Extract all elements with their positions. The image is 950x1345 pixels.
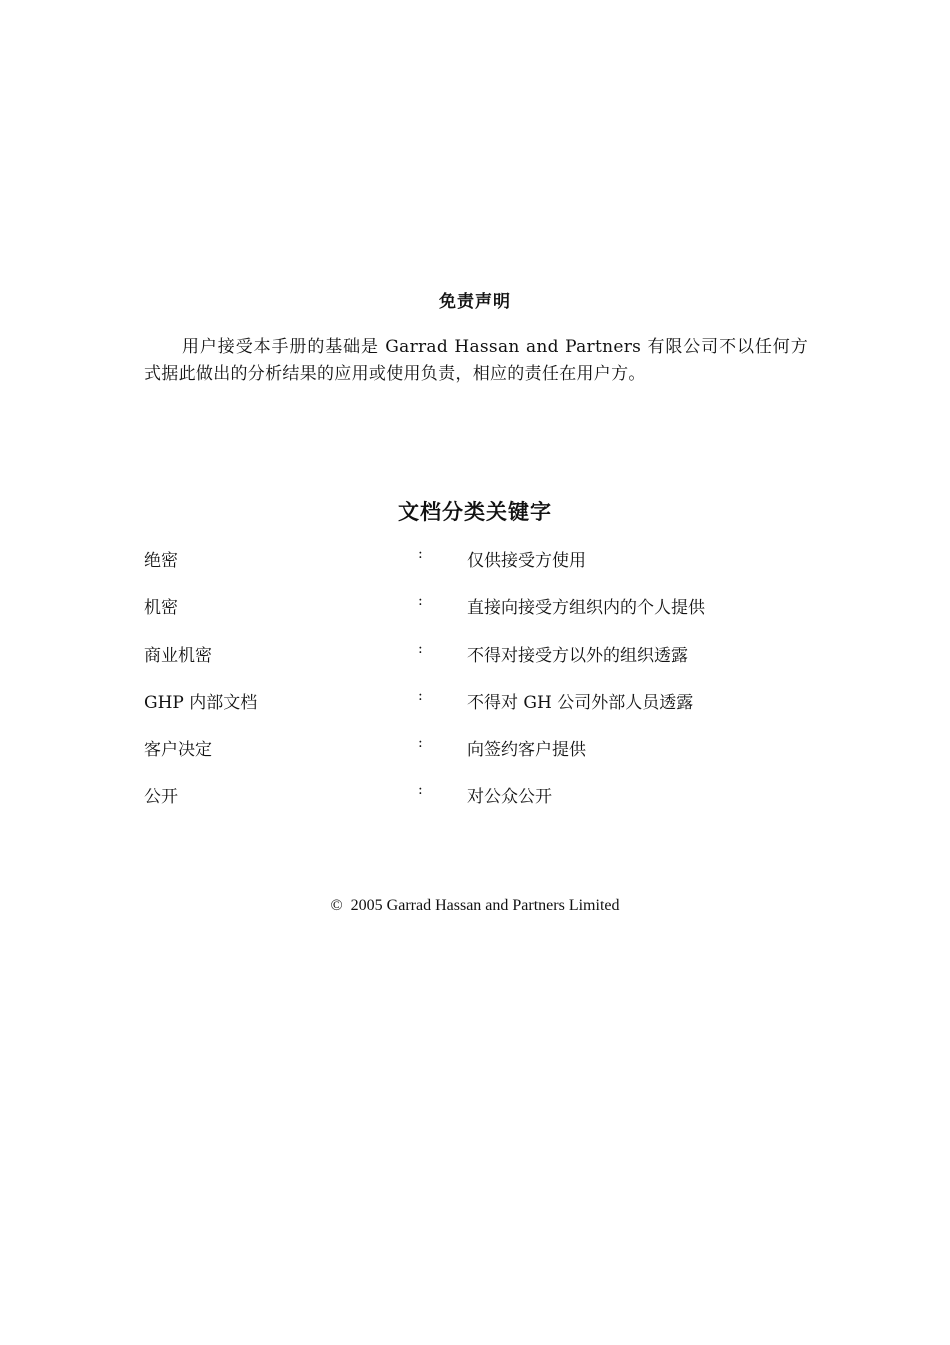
classification-table <box>144 542 844 826</box>
copyright-notice <box>0 897 950 915</box>
disclaimer-body: 用户接受本手册的基础是 Garrad Hassan and Partners 有限公司不以任何方式据此做出的分析结果的应用或使用负责，相应的责任在用户方。 <box>144 337 808 384</box>
classification-key: GHP 内部文档 <box>144 692 258 713</box>
copyright-icon: © <box>330 897 343 914</box>
classification-key: 客户决定 <box>144 740 212 761</box>
classification-separator: : <box>418 782 423 799</box>
classification-separator: : <box>418 593 423 610</box>
classification-desc: 对公众公开 <box>467 787 552 808</box>
classification-desc: 仅供接受方使用 <box>467 551 586 571</box>
classification-desc: 向签约客户提供 <box>467 740 586 761</box>
classification-separator: : <box>418 735 423 752</box>
classification-row <box>144 778 844 825</box>
classification-title: 文档分类关键字 <box>398 499 552 524</box>
classification-row <box>144 542 844 589</box>
classification-key: 机密 <box>144 598 178 619</box>
classification-row <box>144 731 844 778</box>
classification-desc: 直接向接受方组织内的个人提供 <box>467 598 705 619</box>
copyright-text: 2005 Garrad Hassan and Partners Limited <box>350 897 620 914</box>
classification-row <box>144 589 844 636</box>
classification-desc: 不得对接受方以外的组织透露 <box>467 645 688 666</box>
classification-separator: : <box>418 687 423 704</box>
classification-key: 公开 <box>144 787 178 808</box>
disclaimer-title: 免责声明 <box>439 292 511 312</box>
classification-key: 绝密 <box>144 551 178 571</box>
classification-separator: : <box>418 640 423 657</box>
classification-row <box>144 637 844 684</box>
classification-row <box>144 684 844 731</box>
classification-separator: : <box>418 546 423 562</box>
classification-key: 商业机密 <box>144 645 212 666</box>
classification-desc: 不得对 GH 公司外部人员透露 <box>467 692 694 713</box>
